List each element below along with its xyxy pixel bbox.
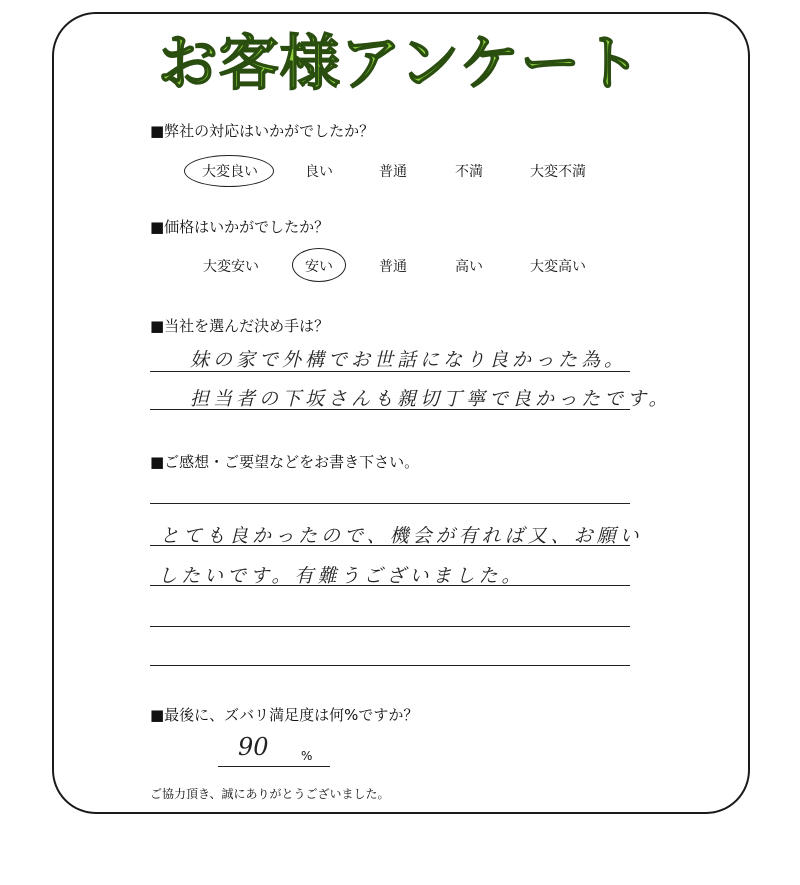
q1-option[interactable]: 普通	[379, 164, 407, 180]
thank-you-note: ご協力頂き、誠にありがとうございました。	[150, 787, 390, 801]
satisfaction-value: 90	[238, 733, 269, 761]
q2-question: ■価格はいかがでしたか？	[150, 218, 330, 236]
q1-option[interactable]: 不満	[455, 164, 483, 180]
q2-option[interactable]: 安い	[305, 259, 333, 275]
q2-option[interactable]: 大変安い	[203, 259, 259, 275]
q4-answer-line: とても良かったので、機会が有れば又、お願い	[160, 525, 643, 547]
q4-answer-rule	[150, 665, 630, 666]
q3-answer-rule	[150, 371, 630, 372]
q1-question: ■弊社の対応はいかがでしたか？	[150, 122, 375, 140]
q2-option[interactable]: 普通	[379, 259, 407, 275]
q4-answer-rule	[150, 545, 630, 546]
survey-title: お客様アンケート	[157, 29, 643, 99]
q4-question: ■ご感想・ご要望などをお書き下さい。	[150, 453, 420, 471]
q4-answer-line: したいです。有難うございました。	[158, 565, 525, 587]
q3-answer-rule	[150, 409, 630, 410]
q2-option[interactable]: 高い	[455, 259, 483, 275]
q4-answer-rule	[150, 585, 630, 586]
q1-options	[0, 157, 800, 187]
q1-option[interactable]: 大変良い	[202, 164, 258, 180]
q1-option[interactable]: 良い	[305, 164, 333, 180]
q3-answer-line: 担当者の下坂さんも親切丁寧で良かったです。	[190, 388, 672, 410]
q2-options	[0, 252, 800, 282]
percent-sign: %	[301, 749, 313, 763]
q3-answer-line: 妹の家で外構でお世話になり良かった為。	[190, 349, 628, 371]
q2-option[interactable]: 大変高い	[530, 259, 586, 275]
q4-answer-rule	[150, 503, 630, 504]
q5-question: ■最後に、ズバリ満足度は何%ですか？	[150, 706, 419, 724]
satisfaction-rule	[218, 766, 330, 767]
q1-option[interactable]: 大変不満	[530, 164, 586, 180]
q4-answer-rule	[150, 626, 630, 627]
q3-question: ■当社を選んだ決め手は？	[150, 317, 330, 335]
